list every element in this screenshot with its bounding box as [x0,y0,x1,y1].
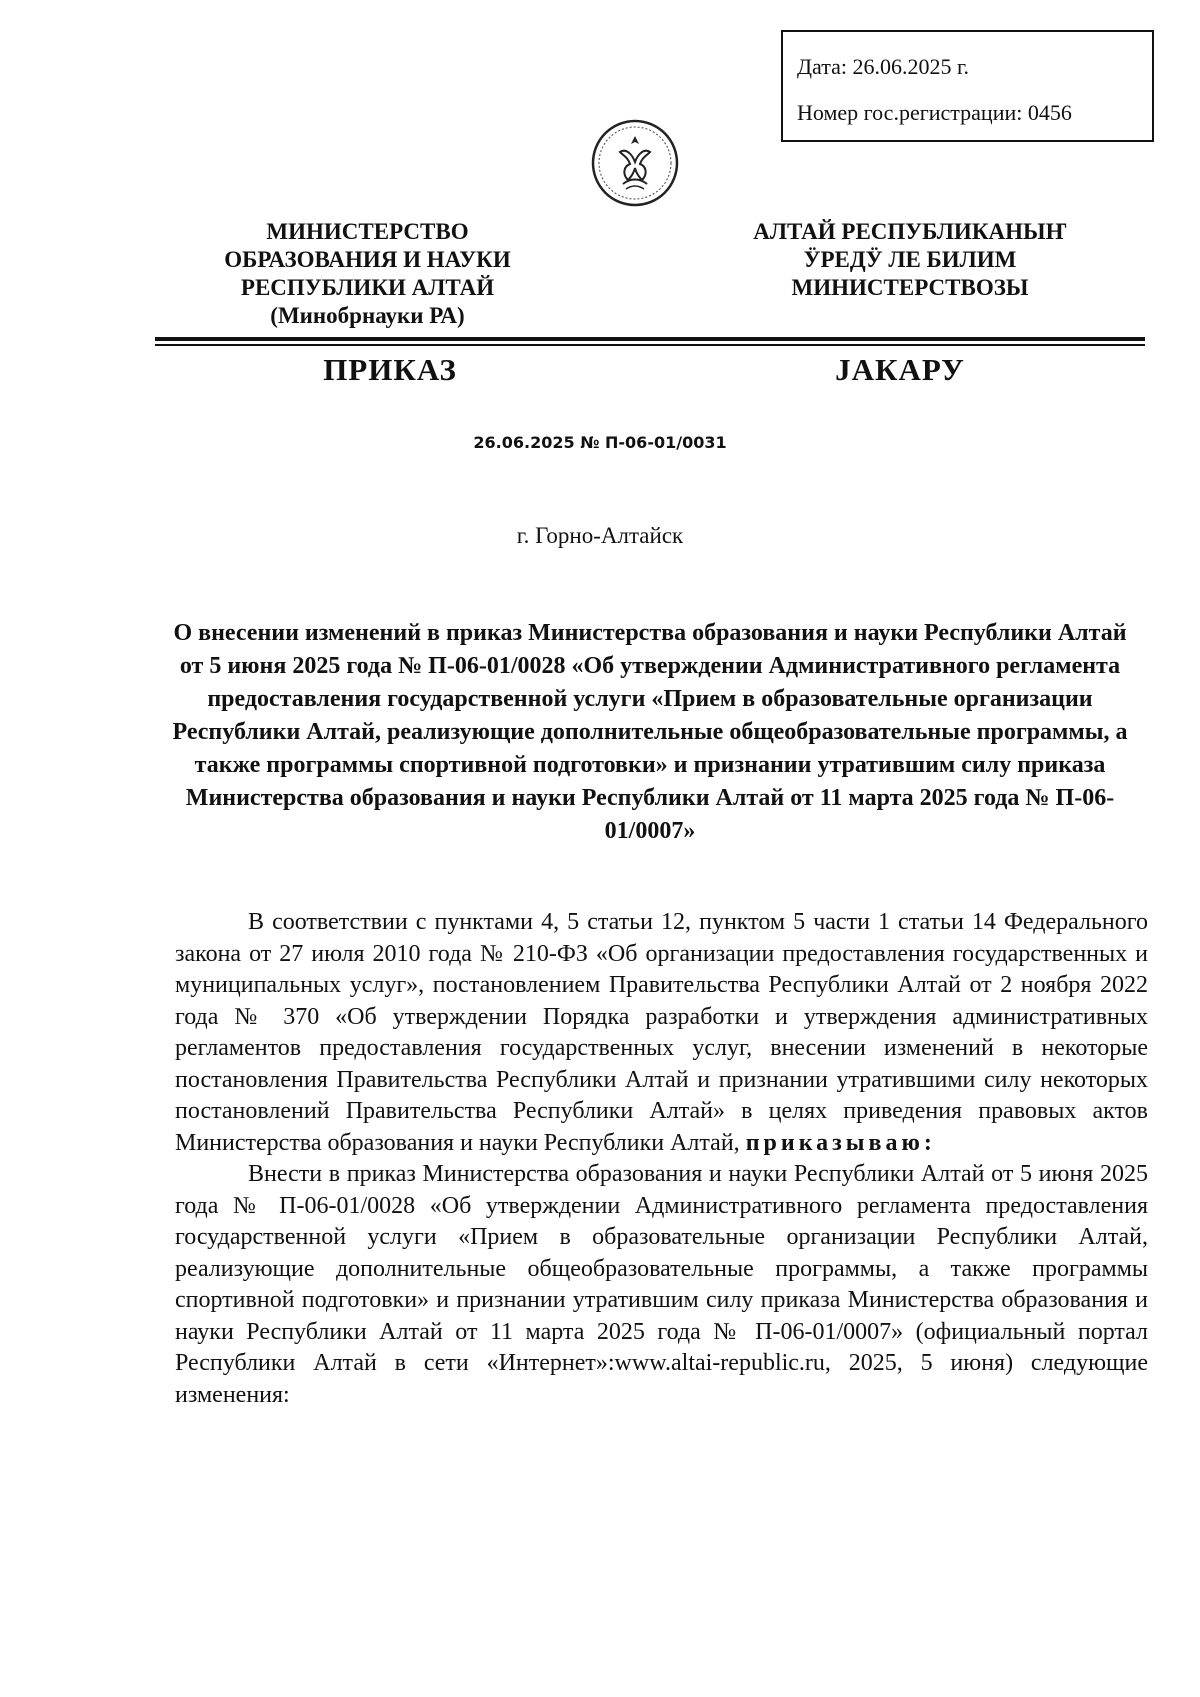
order-number: 26.06.2025 № П-06-01/0031 [473,433,727,452]
registration-date-label: Дата: [797,54,847,79]
command-word: приказываю: [745,1129,936,1156]
ministry-alt-line-2: ӰРЕДӰ ЛЕ БИЛИМ [803,247,1017,272]
header-divider-thin [155,344,1145,346]
order-heading-russian: ПРИКАЗ [323,352,457,387]
ministry-name-altai [740,218,1080,302]
ministry-ru-line-3: РЕСПУБЛИКИ АЛТАЙ [240,275,495,300]
ministry-ru-line-2: ОБРАЗОВАНИЯ И НАУКИ [224,247,511,272]
ministry-ru-abbreviation: (Минобрнауки РА) [270,303,465,328]
registration-number-value: 0456 [1027,100,1072,125]
document-body [175,907,1148,1411]
ministry-name-russian [200,218,535,330]
order-heading-altai: ЈАКАРУ [835,352,965,387]
body-paragraph-1 [175,907,1148,1159]
body-paragraph-2: Внести в приказ Министерства образования и науки Республики Алтай от 5 июня 2025 года № П-06-01/0028 «Об утверждении Административного регламента предоставления государственной услуги «Прием в образовательные организации Республики Алтай, реализующие дополнительные общеобразовательные программы, а также программы спортивной подготовки» и признании утратившим силу приказа Министерства образования и науки Республики Алтай от 11 марта 2025 года № П-06-01/0007» (официальный портал Республики Алтай в сети «Интернет»:www.altai-republic.ru, 2025, 5 июня) следующие изменения: [175,1161,1148,1408]
document-title: О внесении изменений в приказ Министерства образования и науки Республики Алтай от 5 июня 2025 года № П-06-01/0028 «Об утверждении Административного регламента предоставления государственной услуги «Прием в образовательные организации Республики Алтай, реализующие дополнительные общеобразовательные программы, а также программы спортивной подготовки» и признании утратившим силу приказа Министерства образования и науки Республики Алтай от 11 марта 2025 года № П-06-01/0007» [172,620,1128,844]
ministry-alt-line-3: МИНИСТЕРСТВОЗЫ [791,275,1029,300]
header-divider-thick [155,337,1145,341]
body-paragraph-1-text: В соответствии с пунктами 4, 5 статьи 12, пунктом 5 части 1 статьи 14 Федерального закона от 27 июля 2010 года № 210-ФЗ «Об организации предоставления государственных и муниципальных услуг», постановлением Правительства Республики Алтай от 2 ноября 2022 года № 370 «Об утверждении Порядка разработки и утверждения административных регламентов предоставления государственных услуг, внесении изменений в некоторые постановления Правительства Республики Алтай и признании утратившими силу некоторых постановлений Правительства Республики Алтай» в целях приведения правовых актов Министерства образования и науки Республики Алтай, [175,909,1148,1156]
coat-of-arms-icon [590,118,680,208]
city: г. Горно-Алтайск [516,523,684,548]
ministry-ru-line-1: МИНИСТЕРСТВО [266,219,469,244]
registration-number-label: Номер гос.регистрации: [797,100,1023,125]
registration-stamp-box [781,30,1154,142]
registration-date [797,54,969,80]
ministry-alt-line-1: АЛТАЙ РЕСПУБЛИКАНЫҤ [753,219,1067,244]
registration-date-value: 26.06.2025 г. [852,54,970,79]
registration-number [797,100,1072,126]
